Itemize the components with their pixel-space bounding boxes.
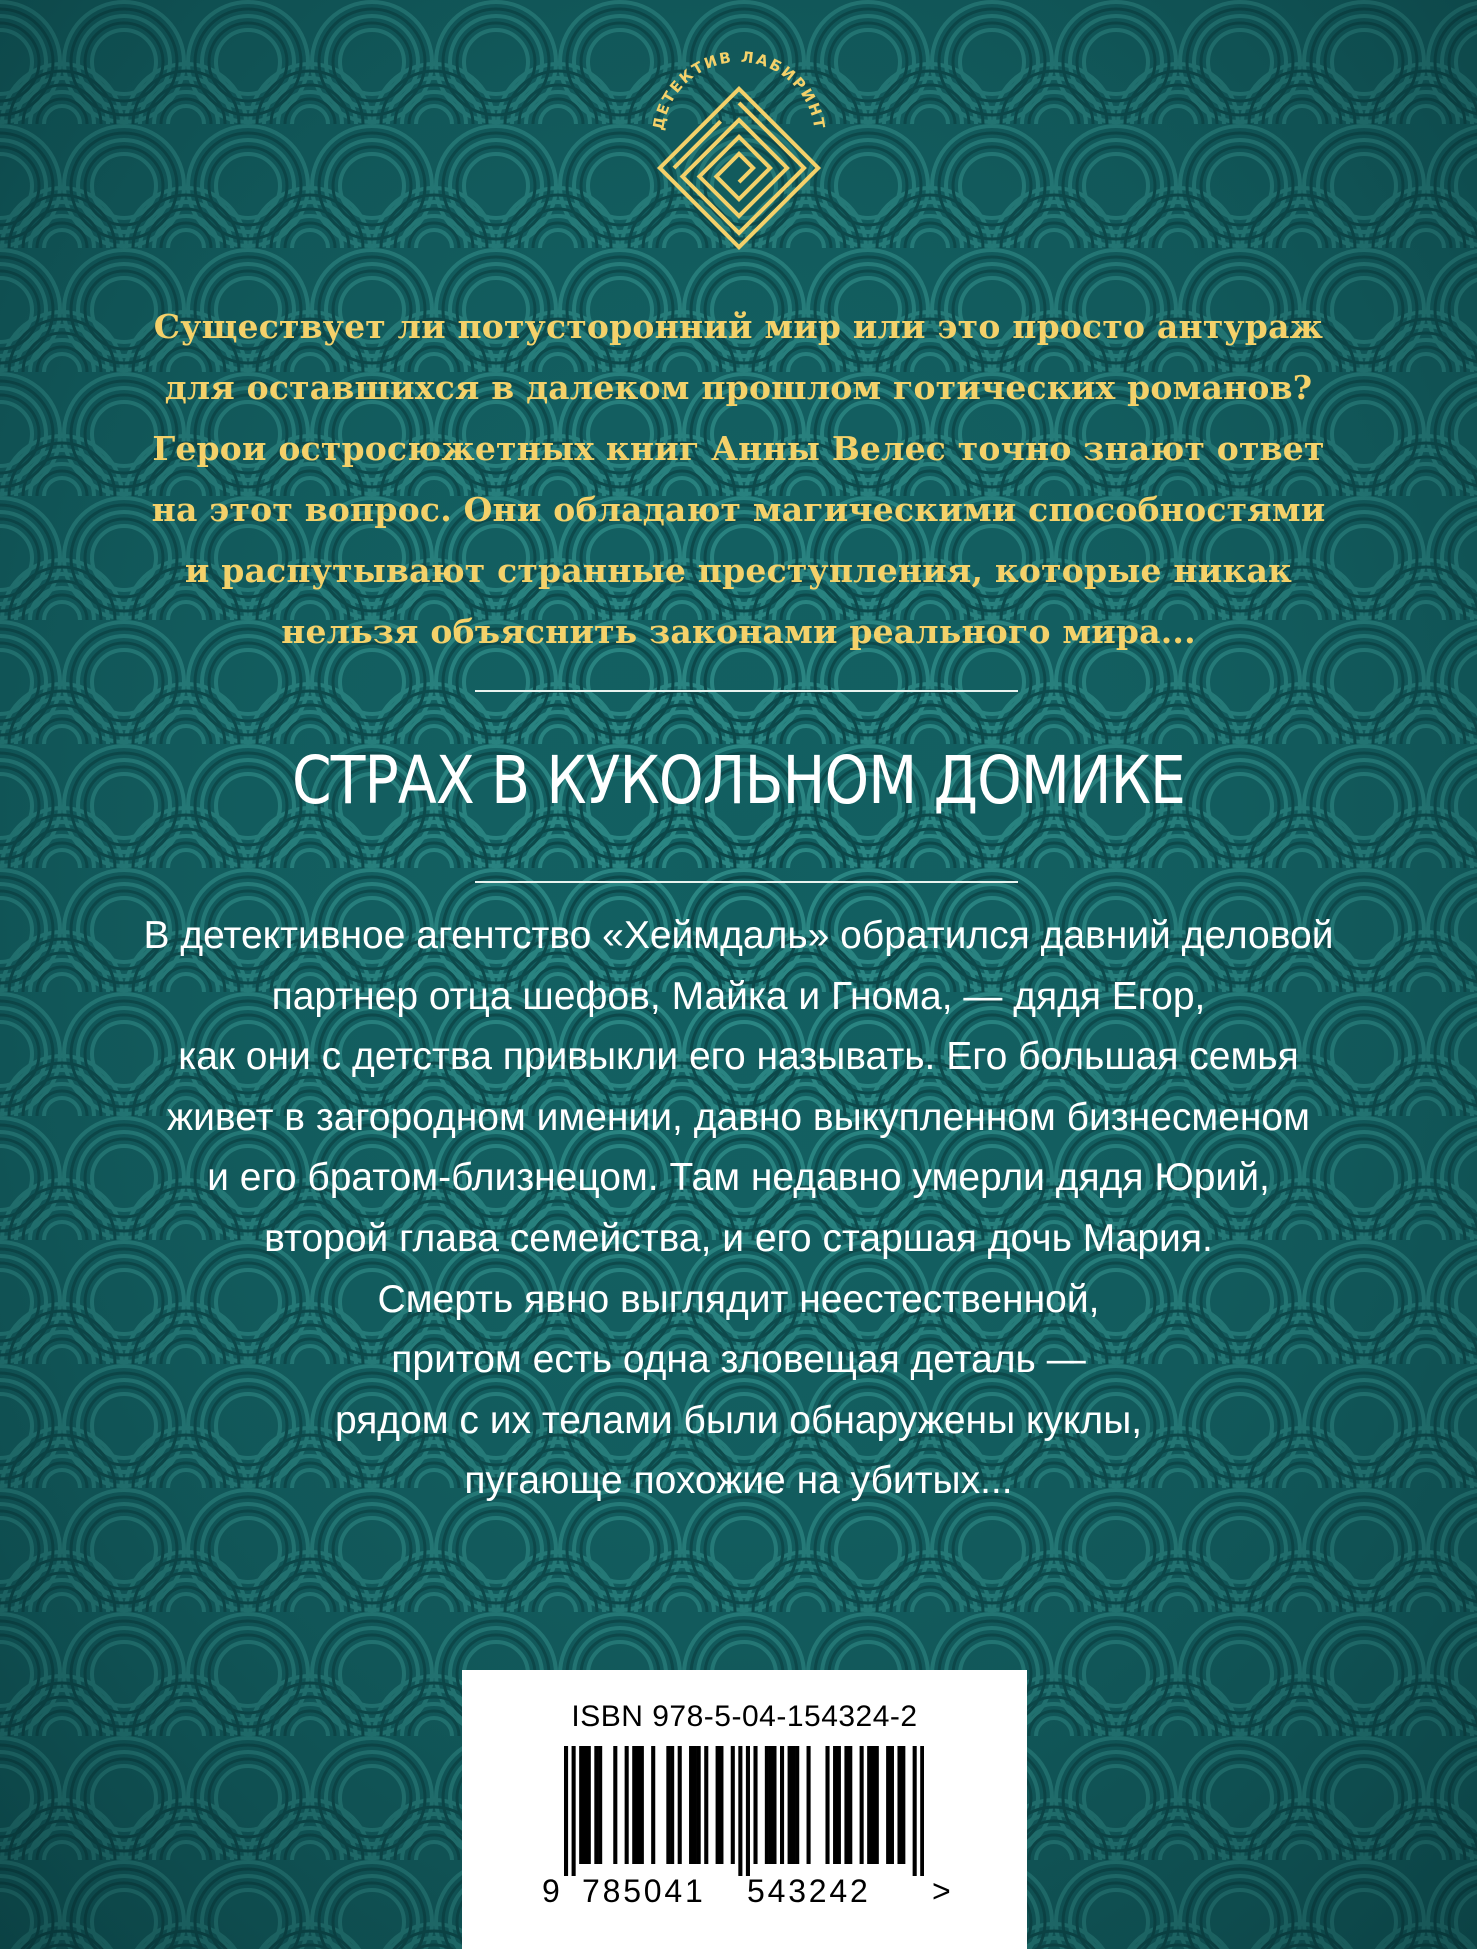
barcode-bar bbox=[867, 1746, 871, 1864]
barcode-bar bbox=[791, 1746, 795, 1864]
barcode-bar bbox=[689, 1746, 693, 1864]
barcode-bar bbox=[807, 1746, 811, 1864]
barcode-bar bbox=[704, 1746, 708, 1864]
barcode-bar bbox=[640, 1746, 644, 1864]
barcode-bar bbox=[731, 1746, 735, 1864]
maze-icon bbox=[623, 20, 855, 252]
barcode-bar bbox=[837, 1746, 841, 1864]
tagline-line: на этот вопрос. Они обладают магическими способностями bbox=[151, 490, 1326, 529]
divider-top bbox=[475, 690, 1018, 692]
tagline bbox=[120, 296, 1357, 662]
barcode-bar bbox=[572, 1746, 576, 1876]
barcode-bar bbox=[697, 1746, 701, 1864]
barcode-bar bbox=[719, 1746, 723, 1864]
tagline-line: Герои остросюжетных книг Анны Велес точно знают ответ bbox=[152, 429, 1325, 468]
book-title: СТРАХ В КУКОЛЬНОМ ДОМИКЕ bbox=[291, 742, 1186, 819]
divider-bottom bbox=[475, 881, 1018, 883]
barcode-bar bbox=[795, 1746, 799, 1864]
barcode-bar bbox=[613, 1746, 617, 1864]
barcode-bar bbox=[875, 1746, 879, 1864]
barcode-bar bbox=[670, 1746, 674, 1864]
tagline-line: и распутывают странные преступления, которые никак bbox=[184, 551, 1293, 590]
isbn-text: ISBN 978-5-04-154324-2 bbox=[571, 1700, 918, 1733]
barcode-bar bbox=[746, 1746, 750, 1876]
barcode-bar bbox=[738, 1746, 742, 1876]
barcode-bar bbox=[772, 1746, 776, 1864]
annotation-line: Смерть явно выглядит неестественной, bbox=[377, 1277, 1100, 1321]
barcode-bar bbox=[636, 1746, 640, 1864]
barcode-panel bbox=[462, 1670, 1027, 1949]
tagline-line: для оставшихся в далеком прошлом готических романов? bbox=[164, 368, 1313, 407]
barcode-bar bbox=[913, 1746, 917, 1876]
barcode-bar bbox=[825, 1746, 829, 1864]
annotation-line: партнер отца шефов, Майка и Гнома, — дядя Егор, bbox=[271, 974, 1206, 1018]
barcode-bar bbox=[860, 1746, 864, 1864]
barcode-bar bbox=[564, 1746, 568, 1876]
barcode-bar bbox=[788, 1746, 792, 1864]
logo-text: ДЕТЕКТИВ ЛАБИРИНТ bbox=[649, 47, 829, 132]
barcode-bar bbox=[833, 1746, 837, 1864]
barcode-bar bbox=[598, 1746, 602, 1864]
barcode-bar bbox=[897, 1746, 901, 1864]
barcode-bar bbox=[693, 1746, 697, 1864]
annotation-line: притом есть одна зловещая деталь — bbox=[391, 1338, 1086, 1382]
barcode-bar bbox=[651, 1746, 655, 1864]
barcode-bar bbox=[587, 1746, 591, 1864]
barcode-bar bbox=[716, 1746, 720, 1864]
barcode-bar bbox=[594, 1746, 598, 1864]
barcode-bar bbox=[844, 1746, 848, 1864]
barcode-bar bbox=[579, 1746, 583, 1864]
barcode-bar bbox=[890, 1746, 894, 1864]
annotation-line: В детективное агентство «Хеймдаль» обратился давний деловой bbox=[143, 914, 1334, 957]
barcode-left-group: 785041 bbox=[582, 1873, 706, 1909]
barcode-bar bbox=[625, 1746, 629, 1864]
barcode-bar bbox=[765, 1746, 769, 1864]
annotation-line: и его братом-близнецом. Там недавно умерли дядя Юрий, bbox=[207, 1156, 1270, 1200]
barcode-bar bbox=[780, 1746, 784, 1864]
barcode-bar bbox=[769, 1746, 773, 1864]
annotation-line: рядом с их телами были обнаружены куклы, bbox=[334, 1398, 1143, 1442]
barcode-bar bbox=[753, 1746, 757, 1864]
barcode-right-group: 543242 bbox=[747, 1873, 871, 1909]
tagline-line: нельзя объяснить законами реального мира... bbox=[281, 612, 1196, 651]
series-logo bbox=[623, 20, 855, 252]
barcode-bar bbox=[666, 1746, 670, 1864]
barcode-bar bbox=[632, 1746, 636, 1864]
barcode-bar bbox=[583, 1746, 587, 1864]
annotation-line: пугающе похожие на убитых... bbox=[464, 1459, 1013, 1503]
barcode-bar bbox=[901, 1746, 905, 1864]
barcode-first-digit: 9 bbox=[542, 1873, 560, 1909]
annotation-line: второй глава семейства, и его старшая дочь Мария. bbox=[264, 1216, 1213, 1260]
barcode-bar bbox=[920, 1746, 924, 1876]
barcode bbox=[564, 1746, 924, 1876]
barcode-bar bbox=[871, 1746, 875, 1864]
annotation-line: как они с детства привыкли его называть. Его большая семья bbox=[178, 1035, 1299, 1079]
annotation bbox=[60, 906, 1417, 1512]
barcode-bar bbox=[678, 1746, 682, 1864]
barcode-end-marker: > bbox=[932, 1873, 951, 1909]
barcode-bar bbox=[848, 1746, 852, 1864]
annotation-line: живет в загородном имении, давно выкупленном бизнесменом bbox=[167, 1095, 1310, 1139]
barcode-bar bbox=[886, 1746, 890, 1864]
tagline-line: Существует ли потусторонний мир или это просто антураж bbox=[153, 307, 1324, 346]
